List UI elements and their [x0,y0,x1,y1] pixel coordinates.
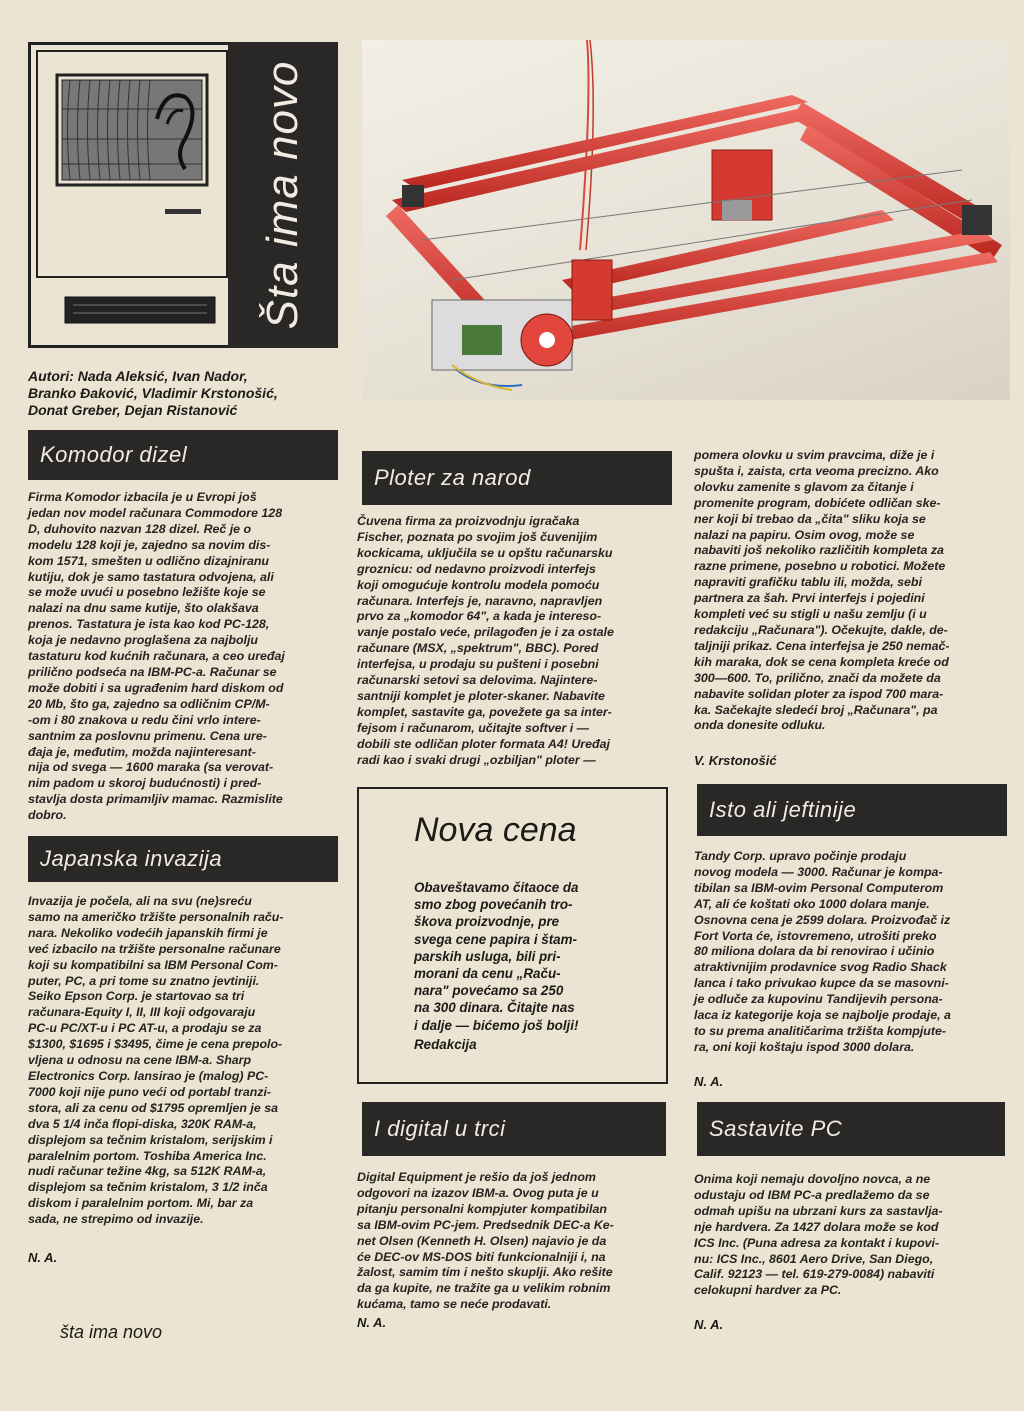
isto-title: Isto ali jeftinije [709,797,857,822]
isto-sign: N. A. [694,1074,724,1089]
authors-credit: Autori: Nada Aleksić, Ivan Nador, Branko Đaković, Vladimir Krstonošić, Donat Greber, Dejan Ristanović [28,368,278,418]
sastavite-title: Sastavite PC [709,1116,843,1141]
digital-title: I digital u trci [374,1116,506,1141]
isto-body: Tandy Corp. upravo počinje prodaju novog modela — 3000. Računar je kompa- tibilan sa IBM-ovim Personal Computerom AT, ali će koštati oko 1000 dolara manje. Osnovna cena je 2599 dolara. Proizvođač iz Fort Vorta će, istovremeno, utrošiti preko 80 miliona dolara da bi renovirao i učinio atraktivnijim prodavnice svog Radio Shack lanca i tako privukao kupce da se masovni- je odluče za kupovinu Tandijevih persona- laca iz kategorije koja se najbolje prodaje, a to su prema analitičarima tržišta kompjute- ra, oni koji koštaju ispod 3000 dolara. [694,849,951,1054]
ploter-body-continued: pomera olovku u svim pravcima, diže je i spušta i, zaista, crta veoma precizno. Ako olovku zamenite s glavom za čitanje i promenite program, dobićete odličan ske- ner koji bi trebao da „čita" sliku koja se nalazi na papiru. Osim ovog, može se nabaviti još nekoliko različitih kompleta za razne primene, posebno u robotici. Možete napraviti grafičku tablu ili, možda, sebi partnera za šah. Prvi interfejs i pojedini kompleti već su stigli u našu zemlju (i u redakciju „Računara"). Očekujte, dakle, de- taljniji prikaz. Cena interfejsa je 250 nemač- kih maraka, dok se cena kompleta kreće od 300—600. To, prilično, znači da možete da nabavite solidan ploter za ispod 700 mara- ka. Sačekajte sledeći broj „Računara", pa onda donesite odluku. [694,448,950,733]
ploter-heading [362,451,672,505]
price-notice-box [357,787,668,1084]
japanska-body: Invazija je počela, ali na svu (ne)sreću samo na američko tržište personalnih raču- nara. Nekoliko vodećih japanskih firmi je već izbacilo na tržište personalne računare koji su kompatibilni sa IBM Personal Com- puter, PC, a pri tome su znatno jevtiniji. Seiko Epson Corp. je startovao sa tri računara-Equity I, II, III koji odgovaraju PC-u PC/XT-u i PC AT-u, a prodaju se za $1300, $1695 i $3495, čime je cena prepolo- vljena u odnosu na cene IBM-a. Sharp Electronics Corp. lansirao je (malog) PC- 7000 koji nije puno veći od portabl tranzi- stora, ali za cenu od $1795 opremljen je sa dva 5 1/4 inča flopi-diska, 320K RAM-a, displejom sa tečnim kristalom, serijskim i paralelnim portom. Toshiba America Inc. nudi računar težine 4kg, sa 512K RAM-a, displejom sa tečnim kristalom, 3 1/2 inča diskom i paralelnim portom. Mi, bar za sada, ne strepimo od invazije. [28,894,284,1227]
notice-title: Nova cena [414,811,577,849]
komodor-body: Firma Komodor izbacila je u Evropi još jedan nov model računara Commodore 128 D, duhovito nazvan 128 dizel. Reč je o modelu 128 koji je, zajedno sa novim dis- kom 1571, smešten u odlično dizajniranu kutiju, dok je samo tastatura odvojena, ali se može uvući u posebno ležište koje se nalazi na dnu same kutije, što olakšava prenos. Tastatura je ista kao kod PC-128, koja je nedavno proglašena za najbolju tastaturu kod kućnih računara, a ceo uređaj prilično podseća na IBM-PC-a. Računar se može dobiti i sa ugrađenim hard diskom od 20 Mb, što ga, zajedno sa odličnim CP/M- -om i 80 znakova u redu čini vrlo intere- santnim za poslovnu primenu. Cena ure- đaja je, međutim, možda najinteresant- nija od svega — 1600 maraka (sa verovat- nim padom u skoroj budućnosti) i pred- stavlja dosta primamljiv mamac. Razmislite dobro. [28,490,285,823]
notice-body: Obaveštavamo čitaoce da smo zbog povećanih tro- škova proizvodnje, pre svega cene papira i štam- parskih usluga, bili pri- morani da cenu „Raču- nara" povećamo sa 250 na 300 dinara. Čitajte nas i dalje — bićemo još bolji! [414,880,579,1033]
sastavite-heading [697,1102,1005,1156]
plotter-photo [362,40,1010,400]
digital-heading [362,1102,666,1156]
page-footer: šta ima novo [60,1322,163,1342]
japanska-sign: N. A. [28,1250,58,1265]
isto-heading [697,784,1007,836]
notice-sign: Redakcija [414,1037,477,1052]
ploter-title: Ploter za narod [374,465,531,490]
komodor-title: Komodor dizel [40,442,188,467]
sastavite-body: Onima koji nemaju dovoljno novca, a ne odustaju od IBM PC-a predlažemo da se odmah upišu na ubrzani kurs za sastavlja- nje hardvera. Za 1427 dolara može se kod ICS Inc. (Puna adresa za kontakt i kupovi- nu: ICS Inc., 8601 Aero Drive, San Diego, Calif. 92123 — tel. 619-279-0084) nabaviti celokupni hardver za PC. [694,1172,943,1298]
section-title-text: Šta ima novo [258,60,307,330]
computer-illustration-icon [35,49,231,339]
ploter-body: Čuvena firma za proizvodnju igračaka Fischer, poznata po svojim još čuvenijim kockicama, uključila se u opštu računarsku groznicu: od nedavno proizvodi interfejs koji omogućuje kontrolu modela pomoću računara. Interfejs je, naravno, napravljen prvo za „komodor 64", a kada je interesо- vanje postalo veće, prilagođen je i za ostale računare (MSX, „spektrum", BBC). Pored interfejsa, u prodaju su pušteni i posebni računarski setovi sa delovima. Najintere- santniji komplet je ploter-skaner. Nabavite komplet, sastavite ga, povežete ga sa inter- fejsom i računarom, učitajte softver i — dobili ste odličan ploter formata A4! Uređaj radi kao i svaki drugi „ozbiljan" ploter — [357,514,614,767]
komodor-heading [28,430,338,480]
digital-sign: N. A. [357,1315,387,1330]
sastavite-sign: N. A. [694,1317,724,1332]
japanska-heading [28,836,338,882]
ploter-sign: V. Krstonošić [694,753,777,768]
japanska-title: Japanska invazija [40,846,223,871]
plotter-image-icon [362,40,1010,400]
digital-body: Digital Equipment je rešio da još jednom odgovori na izazov IBM-a. Ovog puta je u pitanju personalni kompjuter kompatibilan sa IBM-ovim PC-jem. Predsednik DEC-a Ke- net Olsen (Kenneth H. Olsen) najavio je da će DEC-ov MS-DOS biti funkcionalniji i, na žalost, samim tim i nešto skuplji. Ako rešite da ga kupite, ne tražite ga u velikim robnim kućama, tamo se neće prodavati. [357,1170,614,1312]
